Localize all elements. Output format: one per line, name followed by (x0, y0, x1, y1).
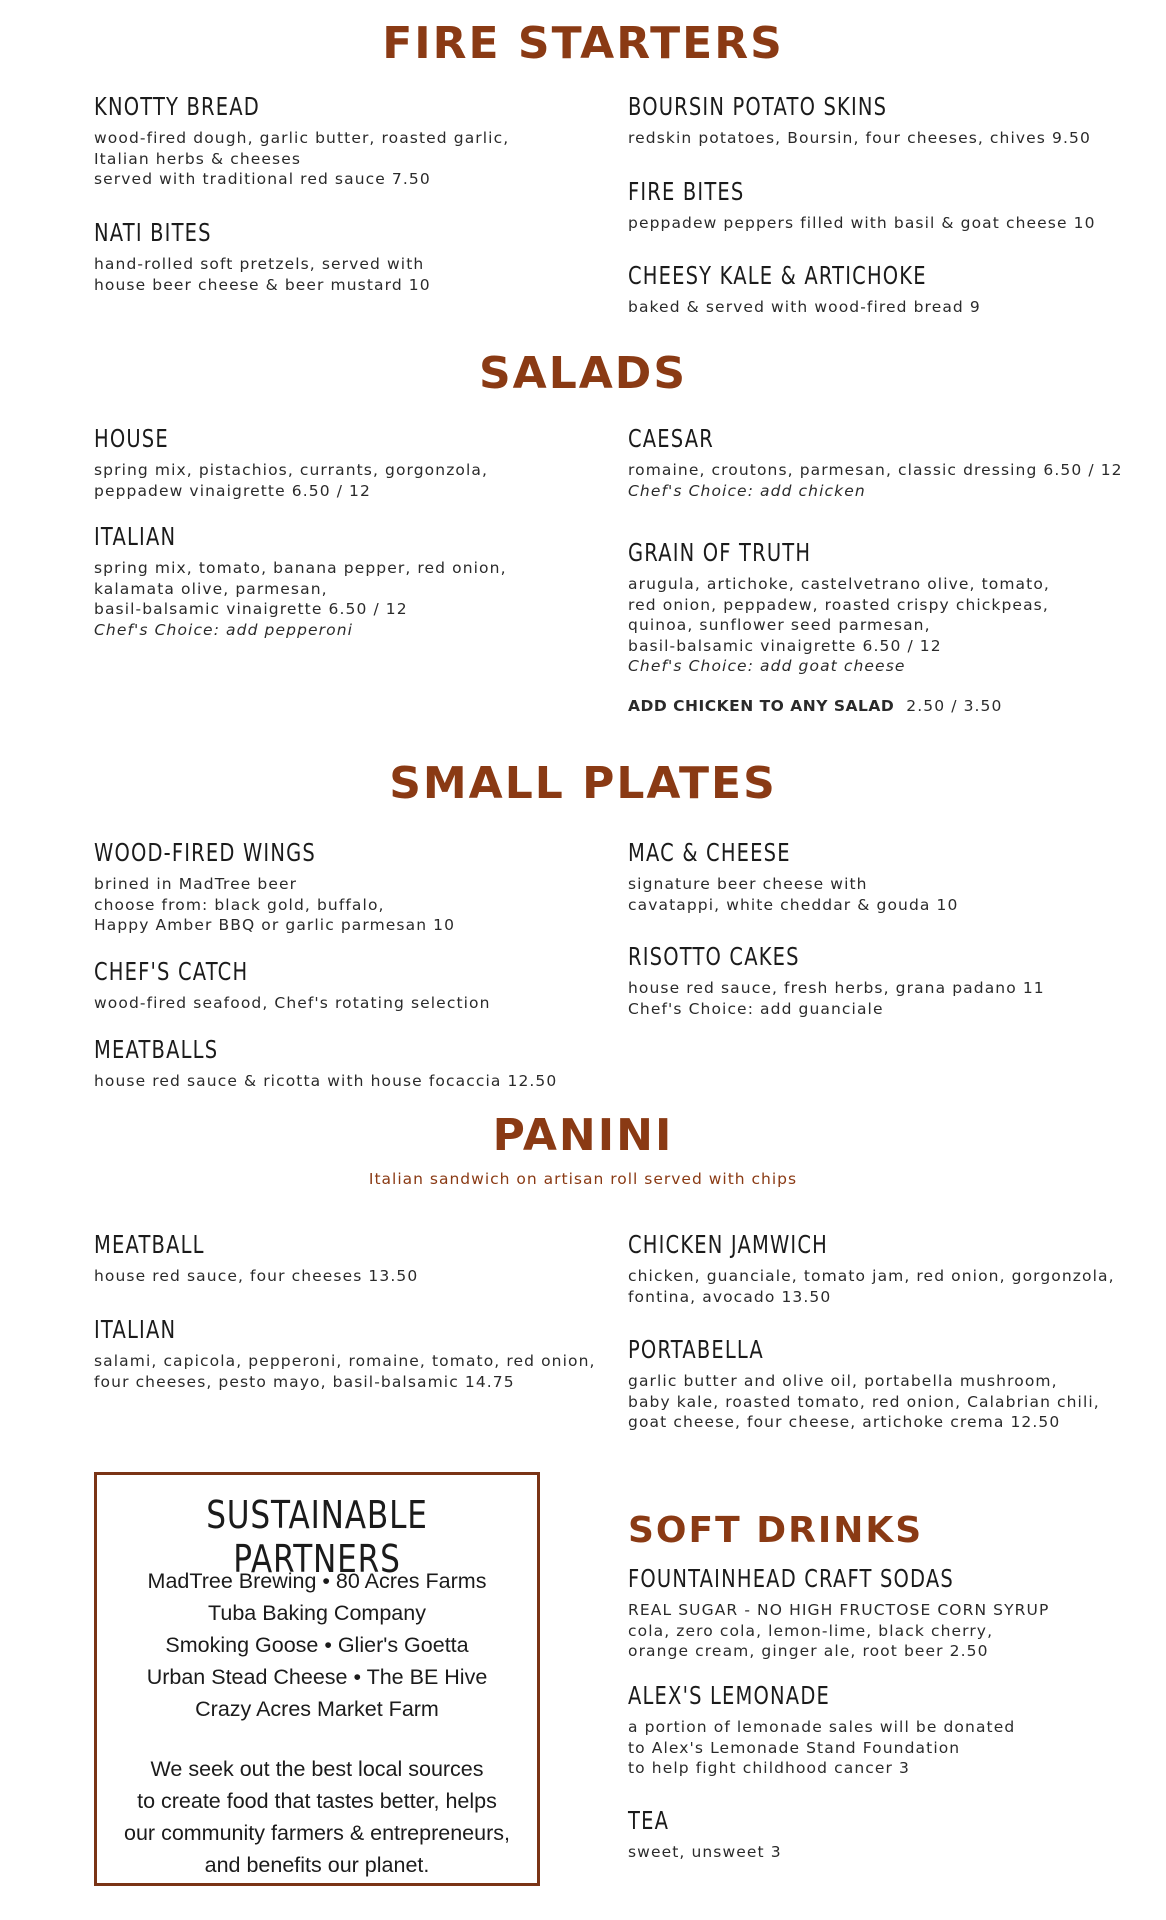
item-description: REAL SUGAR - NO HIGH FRUCTOSE CORN SYRUP cola, zero cola, lemon-lime, black cherry, orange cream, ginger ale, root beer 2.50 (628, 1601, 1050, 1660)
menu-item-nati-bites (94, 218, 594, 295)
menu-item-wood-fired-wings (94, 838, 594, 936)
item-description: a portion of lemonade sales will be donated to Alex's Lemonade Stand Foundation to help fight childhood cancer 3 (628, 1718, 1016, 1777)
menu-item-chefs-catch (94, 957, 594, 1014)
item-description: redskin potatoes, Boursin, four cheeses, chives 9.50 (628, 129, 1091, 147)
menu-item-tea (628, 1806, 1128, 1863)
item-description: house red sauce, four cheeses 13.50 (94, 1267, 419, 1285)
partners-blurb (97, 1753, 537, 1881)
menu-item-house-salad (94, 424, 594, 501)
menu-item-meatball-panini (94, 1230, 594, 1287)
item-name: FIRE BITES (628, 177, 745, 206)
item-description: baked & served with wood-fired bread 9 (628, 298, 981, 316)
menu-item-alexs-lemonade (628, 1681, 1128, 1779)
soft-drinks-title: SOFT DRINKS (628, 1510, 924, 1551)
menu-item-italian-salad (94, 522, 594, 640)
menu-item-italian-panini (94, 1315, 594, 1392)
item-name: WOOD-FIRED WINGS (94, 838, 316, 867)
item-description: signature beer cheese with cavatappi, white cheddar & gouda 10 (628, 875, 959, 914)
menu-item-portabella (628, 1335, 1128, 1433)
partners-list (97, 1565, 537, 1725)
item-name: MAC & CHEESE (628, 838, 791, 867)
item-description: house red sauce & ricotta with house focaccia 12.50 (94, 1072, 558, 1090)
item-description: salami, capicola, pepperoni, romaine, tomato, red onion, four cheeses, pesto mayo, basil-balsamic 14.75 (94, 1352, 596, 1391)
item-description: hand-rolled soft pretzels, served with house beer cheese & beer mustard 10 (94, 255, 431, 294)
salads-title: SALADS (478, 348, 688, 399)
item-name: MEATBALL (94, 1230, 205, 1259)
item-name: BOURSIN POTATO SKINS (628, 92, 888, 121)
item-name: FOUNTAINHEAD CRAFT SODAS (628, 1564, 954, 1593)
item-name: CHEF'S CATCH (94, 957, 249, 986)
sustainable-partners-box (94, 1472, 540, 1886)
item-name: PORTABELLA (628, 1335, 764, 1364)
chefs-choice-note: Chef's Choice: add pepperoni (94, 620, 354, 639)
menu-item-mac-cheese (628, 838, 1128, 915)
menu-item-caesar-salad (628, 424, 1128, 501)
menu-item-knotty-bread (94, 92, 594, 190)
partners-title: SUSTAINABLE PARTNERS (206, 1493, 428, 1581)
menu-item-boursin-potato-skins (628, 92, 1128, 149)
blurb-line: our community farmers & entrepreneurs, (124, 1821, 510, 1845)
partners-line: Urban Stead Cheese • The BE Hive (146, 1665, 488, 1689)
item-description: garlic butter and olive oil, portabella mushroom, baby kale, roasted tomato, red onion, Calabrian chili, goat cheese, four cheese, artichoke crema 12.50 (628, 1372, 1100, 1431)
item-description: peppadew peppers filled with basil & goat cheese 10 (628, 214, 1096, 232)
item-name: TEA (628, 1806, 670, 1835)
menu-item-chicken-jamwich (628, 1230, 1128, 1307)
menu-item-cheesy-kale-artichoke (628, 261, 1128, 318)
item-name: HOUSE (94, 424, 169, 453)
menu-item-fountainhead-sodas (628, 1564, 1128, 1662)
item-description: arugula, artichoke, castelvetrano olive, tomato, red onion, peppadew, roasted crispy chickpeas, quinoa, sunflower seed parmesan, basil-balsamic vinaigrette 6.50 / 12 Chef's Choice: add goat cheese (628, 574, 1128, 677)
fire-starters-title: FIRE STARTERS (382, 18, 784, 69)
chefs-choice-note: Chef's Choice: add goat cheese (628, 657, 906, 675)
item-name: MEATBALLS (94, 1035, 219, 1064)
item-description: sweet, unsweet 3 (628, 1843, 782, 1861)
partners-line: Tuba Baking Company (208, 1601, 426, 1625)
item-name: KNOTTY BREAD (94, 92, 260, 121)
item-name: ALEX'S LEMONADE (628, 1681, 830, 1710)
panini-title: PANINI (492, 1110, 674, 1161)
panini-subtitle: Italian sandwich on artisan roll served with chips (368, 1170, 798, 1188)
menu-item-meatballs (94, 1035, 594, 1092)
chefs-choice-note: Chef's Choice: add chicken (628, 481, 866, 500)
menu-item-fire-bites (628, 177, 1128, 234)
partners-line: Crazy Acres Market Farm (195, 1697, 439, 1721)
item-name: RISOTTO CAKES (628, 942, 800, 971)
item-description: spring mix, tomato, banana pepper, red onion, kalamata olive, parmesan, basil-balsamic vinaigrette 6.50 / 12 Chef's Choice: add pepperoni (94, 558, 594, 640)
menu-item-risotto-cakes (628, 942, 1128, 1019)
item-description: house red sauce, fresh herbs, grana padano 11 Chef's Choice: add guanciale (628, 979, 1045, 1018)
item-name: CHEESY KALE & ARTICHOKE (628, 261, 927, 290)
item-description: wood-fired seafood, Chef's rotating selection (94, 994, 491, 1012)
item-description: romaine, croutons, parmesan, classic dressing 6.50 / 12 Chef's Choice: add chicken (628, 460, 1128, 501)
blurb-line: to create food that tastes better, helps (137, 1789, 497, 1813)
item-description: brined in MadTree beer choose from: black gold, buffalo, Happy Amber BBQ or garlic parmesan 10 (94, 875, 456, 934)
small-plates-title: SMALL PLATES (389, 758, 777, 809)
add-chicken-price: 2.50 / 3.50 (906, 697, 1003, 715)
partners-line: MadTree Brewing • 80 Acres Farms (147, 1569, 487, 1593)
add-chicken-note (628, 697, 1002, 715)
item-description: wood-fired dough, garlic butter, roasted garlic, Italian herbs & cheeses served with traditional red sauce 7.50 (94, 129, 510, 188)
item-name: GRAIN OF TRUTH (628, 538, 812, 567)
item-name: CHICKEN JAMWICH (628, 1230, 828, 1259)
item-name: ITALIAN (94, 522, 177, 551)
partners-line: Smoking Goose • Glier's Goetta (165, 1633, 469, 1657)
menu-item-grain-of-truth (628, 538, 1128, 677)
item-name: NATI BITES (94, 218, 212, 247)
item-name: ITALIAN (94, 1315, 177, 1344)
item-description: spring mix, pistachios, currants, gorgonzola, peppadew vinaigrette 6.50 / 12 (94, 461, 489, 500)
item-name: CAESAR (628, 424, 714, 453)
add-chicken-label: ADD CHICKEN TO ANY SALAD (628, 697, 895, 715)
blurb-line: We seek out the best local sources (150, 1757, 484, 1781)
item-description: chicken, guanciale, tomato jam, red onion, gorgonzola, fontina, avocado 13.50 (628, 1267, 1115, 1306)
blurb-line: and benefits our planet. (204, 1853, 430, 1877)
